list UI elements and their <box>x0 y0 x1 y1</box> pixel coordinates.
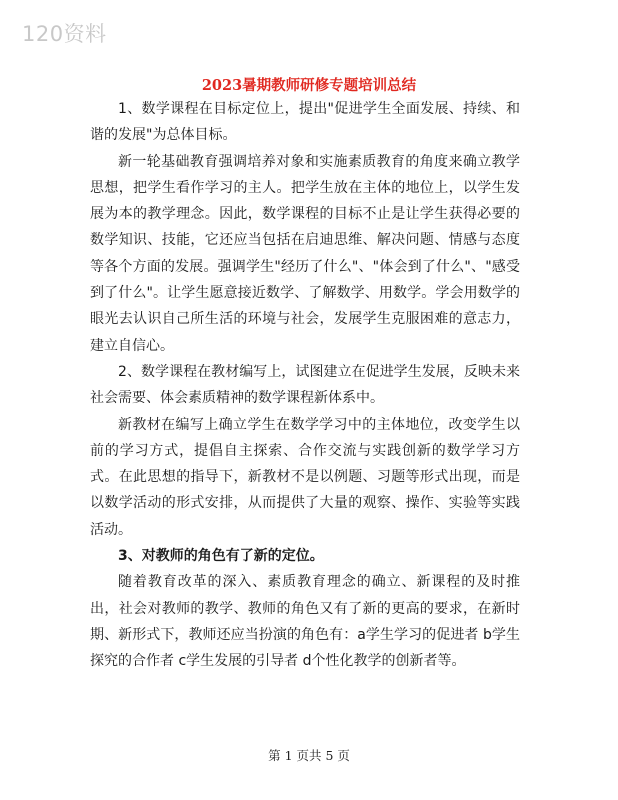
paragraph-6: 随着教育改革的深入、素质教育理念的确立、新课程的及时推出，社会对教师的教学、教师的角色又有了新的更高的要求，在新时期、新形式下，教师还应当扮演的角色有：a学生学习的促进者 b学生探究的合作者 c学生发展的引导者 d个性化教学的创新者等。 <box>90 574 520 670</box>
page-number: 第 1 页共 5 页 <box>268 748 350 763</box>
document-title: 2023暑期教师研修专题培训总结 <box>201 77 417 94</box>
paragraph-2: 新一轮基础教育强调培养对象和实施素质教育的角度来确立教学思想，把学生看作学习的主人。把学生放在主体的地位上，以学生发展为本的教学理念。因此，数学课程的目标不止是让学生获得必要的数学知识、技能，它还应当包括在启迪思维、解决问题、情感与态度等各个方面的发展。强调学生"经历了什么"、"体会到了什么"、"感受到了什么"。让学生愿意接近数学、了解数学、用数学。学会用数学的眼光去认识自己所生活的环境与社会，发展学生克服困难的意志力，建立自信心。 <box>90 153 520 354</box>
paragraph-4: 新教材在编写上确立学生在数学学习中的主体地位，改变学生以前的学习方式，提倡自主探索、合作交流与实践创新的数学学习方式。在此思想的指导下，新教材不是以例题、习题等形式出现，而是以数学活动的形式安排，从而提供了大量的观察、操作、实验等实践活动。 <box>90 416 520 538</box>
document-body <box>90 96 520 675</box>
watermark-logo: 120资料 <box>22 22 107 46</box>
paragraph-1: 1、数学课程在目标定位上，提出"促进学生全面发展、持续、和谐的发展"为总体目标。 <box>90 101 520 144</box>
paragraph-5-heading: 3、对教师的角色有了新的定位。 <box>118 548 324 565</box>
paragraph-3: 2、数学课程在教材编写上，试图建立在促进学生发展，反映未来社会需要、体会素质精神的数学课程新体系中。 <box>90 363 520 407</box>
